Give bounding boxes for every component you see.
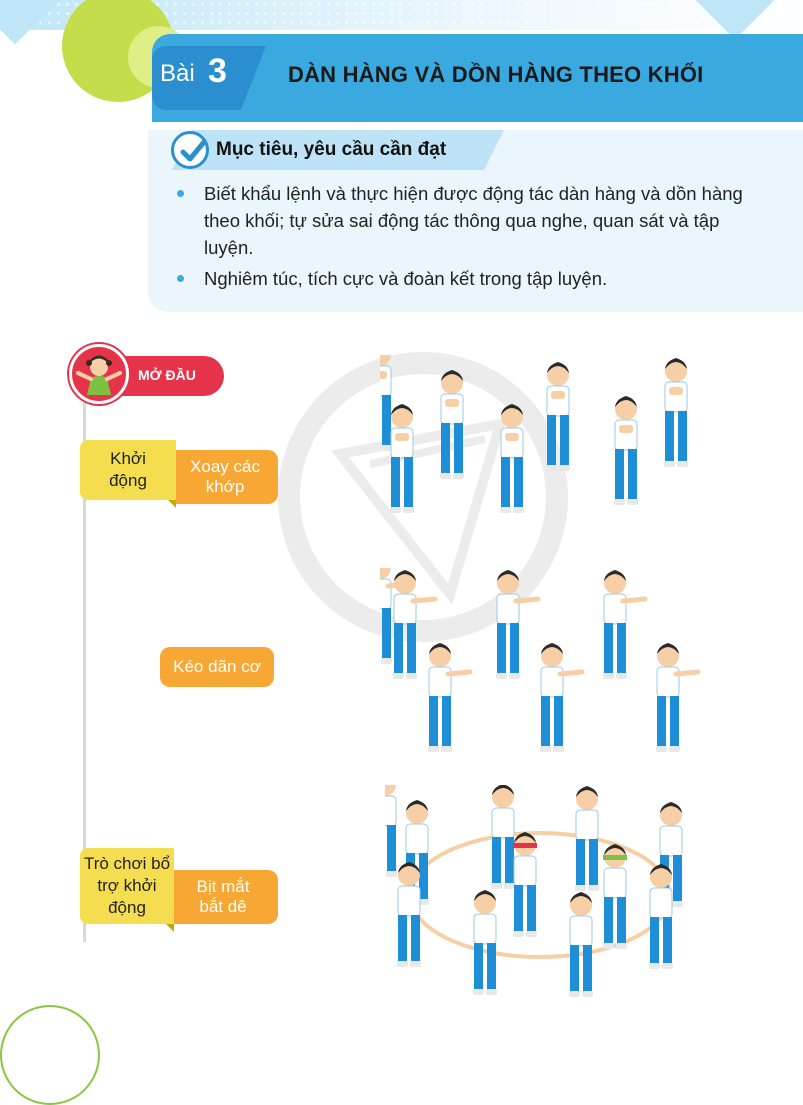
bullet-icon — [177, 275, 184, 282]
page-title: DÀN HÀNG VÀ DỒN HÀNG THEO KHỐI — [288, 62, 704, 87]
activity-stretching: Kéo dãn cơ — [160, 647, 274, 687]
warmup-kids-illustration — [380, 355, 700, 535]
game-kids-illustration — [385, 785, 695, 1020]
list-item: Nghiêm túc, tích cực và đoàn kết trong tập luyện. — [172, 265, 772, 292]
lesson-label: Bài — [160, 60, 195, 87]
label-fold — [166, 924, 174, 932]
activity-blindfold-game: Bịt mắt bắt dê — [168, 870, 278, 924]
section-label: MỞ ĐẦU — [138, 367, 196, 383]
student-avatar-icon — [69, 344, 129, 404]
activity-joint-rotation: Xoay các khớp — [172, 450, 278, 504]
stretching-kids-illustration — [380, 568, 700, 768]
bullet-icon — [177, 190, 184, 197]
list-item: Biết khẩu lệnh và thực hiện được động tác dàn hàng và dồn hàng theo khối; tự sửa sai động tác thông qua nghe, quan sát và tập luyện. — [172, 180, 772, 261]
lesson-number: 3 — [208, 52, 227, 90]
objectives-list — [172, 180, 772, 296]
check-icon — [171, 131, 209, 169]
objectives-heading: Mục tiêu, yêu cầu cần đạt — [216, 139, 447, 160]
label-fold — [168, 500, 176, 508]
decor-circle — [0, 1005, 100, 1105]
activity-game-label: Trò chơi bổ trợ khởi động — [80, 848, 174, 924]
activity-warmup-label: Khởi động — [80, 440, 176, 500]
